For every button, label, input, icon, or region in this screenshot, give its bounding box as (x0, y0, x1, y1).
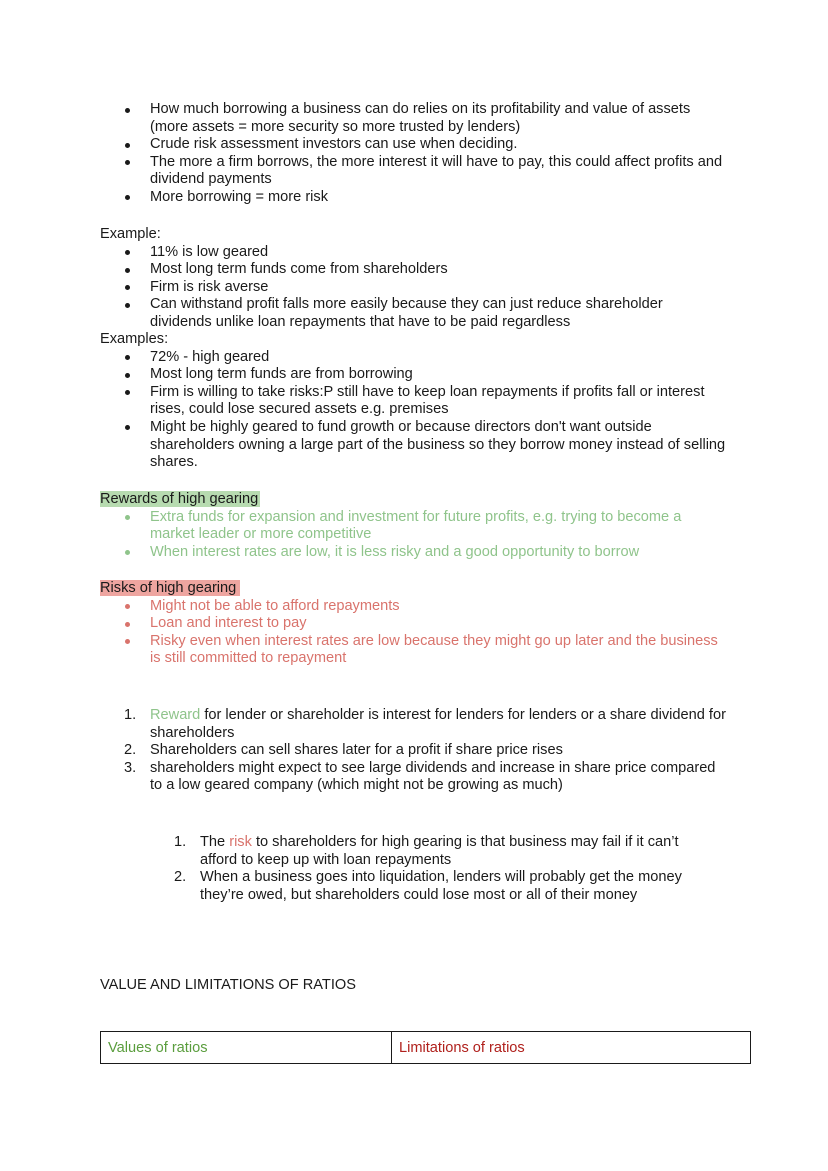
rewards-numbered-list (100, 707, 728, 795)
list-item (100, 742, 728, 760)
list-item: Can withstand profit falls more easily because they can just reduce shareholder dividends unlike loan repayments that have to be paid regardless (100, 296, 728, 331)
item-text: The (200, 834, 230, 850)
list-item: Most long term funds come from shareholders (100, 261, 728, 279)
intro-bullets (100, 101, 728, 207)
list-item: Firm is willing to take risks:P still have to keep loan repayments if profits fall or interest rises, could lose secured assets e.g. premises (100, 384, 728, 419)
list-item (100, 707, 728, 742)
rewards-heading: Rewards of high gearing (100, 491, 259, 507)
list-item: 72% - high geared (100, 349, 728, 367)
list-item: Loan and interest to pay (100, 615, 728, 633)
list-item: Crude risk assessment investors can use when deciding. (100, 136, 728, 154)
ratios-table (100, 1031, 751, 1064)
list-item (100, 760, 728, 795)
list-item: When interest rates are low, it is less risky and a good opportunity to borrow (100, 544, 728, 562)
limitations-header-cell: Limitations of ratios (399, 1040, 525, 1056)
list-item: Might not be able to afford repayments (100, 598, 728, 616)
list-item: More borrowing = more risk (100, 189, 728, 207)
item-number: 1. (124, 707, 137, 723)
examples-label: Examples: (100, 331, 169, 347)
high-geared-example (100, 331, 728, 472)
item-text: shareholders might expect to see large dividends and increase in share price compared to a low geared company (which might not be growing as much) (150, 759, 716, 794)
rewards-section (100, 491, 728, 561)
list-item: Extra funds for expansion and investment for future profits, e.g. trying to become a market leader or more competitive (100, 509, 728, 544)
ratios-heading: VALUE AND LIMITATIONS OF RATIOS (100, 977, 356, 993)
example-label: Example: (100, 226, 161, 242)
item-text: for lender or shareholder is interest for lenders for lenders or a share dividend for shareholders (150, 707, 726, 741)
list-item: Most long term funds are from borrowing (100, 366, 728, 384)
risks-numbered-list (150, 834, 718, 904)
item-text: to shareholders for high gearing is that business may fail if it can’t afford to keep up with loan repayments (200, 834, 679, 868)
list-item: Risky even when interest rates are low because they might go up later and the business is still committed to repayment (100, 633, 728, 668)
list-item: Might be highly geared to fund growth or because directors don't want outside shareholders owning a large part of the business so they borrow money instead of selling shares. (100, 419, 728, 472)
list-item (150, 834, 718, 869)
item-number: 1. (174, 834, 187, 850)
risks-section (100, 580, 728, 668)
list-item: The more a firm borrows, the more interest it will have to pay, this could affect profits and dividend payments (100, 154, 728, 189)
risk-word: risk (229, 834, 252, 850)
list-item: Firm is risk averse (100, 279, 728, 297)
low-geared-example (100, 226, 728, 332)
item-text: Shareholders can sell shares later for a profit if share price rises (150, 742, 563, 759)
reward-word: Reward (150, 707, 201, 723)
list-item (150, 869, 718, 904)
item-number: 2. (124, 742, 137, 759)
item-text: When a business goes into liquidation, lenders will probably get the money they’re owed, but shareholders could lose most or all of their money (200, 869, 682, 903)
risks-heading: Risks of high gearing (100, 580, 240, 596)
list-item: 11% is low geared (100, 244, 728, 262)
list-item: How much borrowing a business can do relies on its profitability and value of assets (more assets = more security so more trusted by lenders) (100, 101, 728, 136)
item-number: 2. (174, 869, 187, 886)
item-number: 3. (124, 759, 137, 776)
values-header-cell: Values of ratios (101, 1032, 392, 1063)
